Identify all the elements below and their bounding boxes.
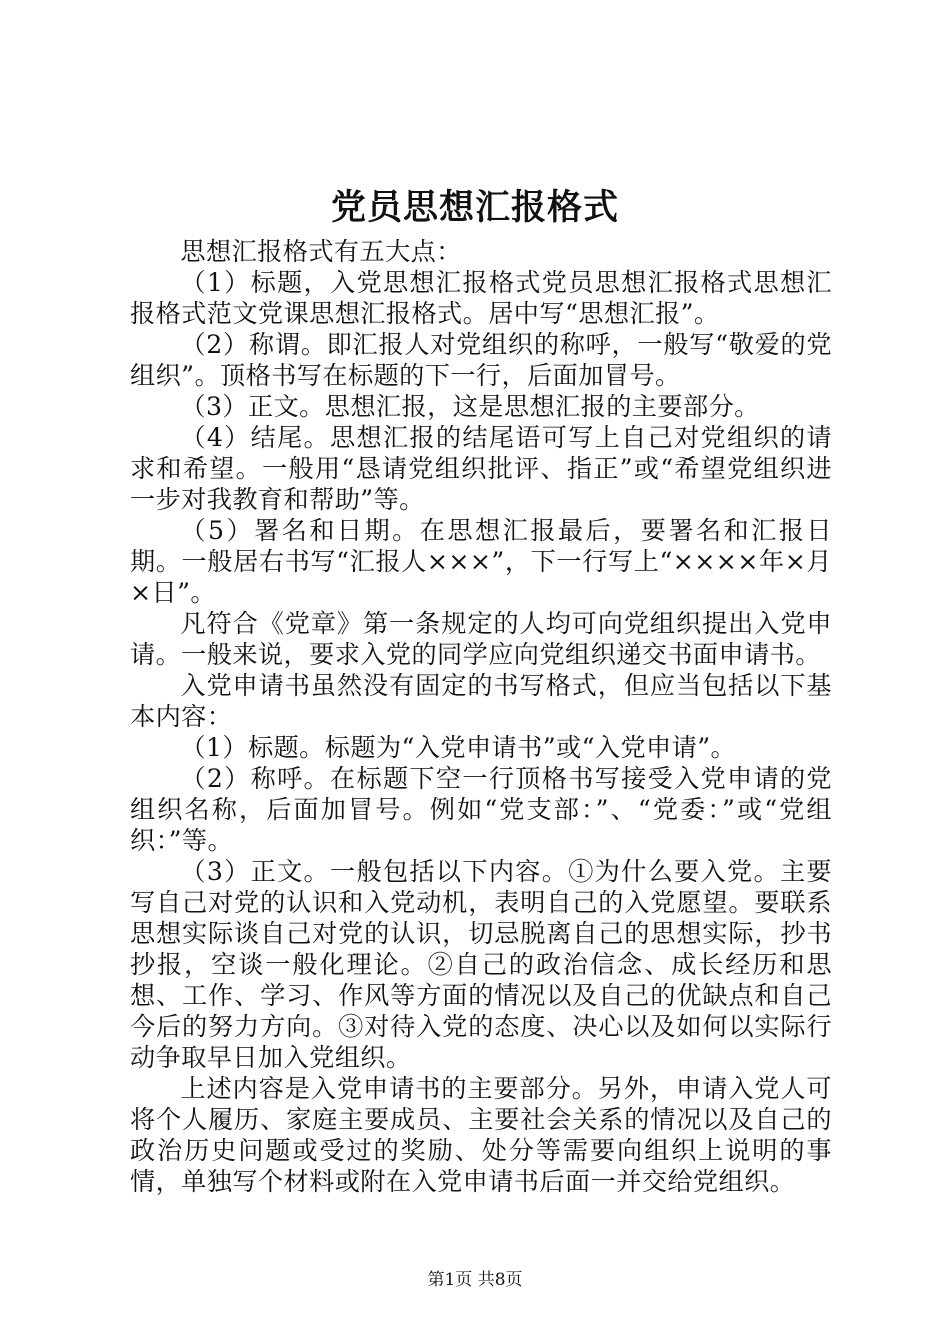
paragraph: （2）称呼。在标题下空一行顶格书写接受入党申请的党组织名称，后面加冒号。例如“党支部：”、“党委：”或“党组织：”等。 <box>130 764 832 855</box>
paragraph: （4）结尾。思想汇报的结尾语可写上自己对党组织的请求和希望。一般用“恳请党组织批评、指正”或“希望党组织进一步对我教育和帮助”等。 <box>130 423 832 514</box>
page-footer: 第1页 共8页 <box>427 1270 523 1290</box>
paragraph: （2）称谓。即汇报人对党组织的称呼，一般写“敬爱的党组织”。顶格书写在标题的下一行，后面加冒号。 <box>130 330 832 390</box>
paragraph: （1）标题，入党思想汇报格式党员思想汇报格式思想汇报格式范文党课思想汇报格式。居中写“思想汇报”。 <box>130 268 832 328</box>
paragraph: （3）正文。一般包括以下内容。①为什么要入党。主要写自己对党的认识和入党动机，表明自己的入党愿望。要联系思想实际谈自己对党的认识，切忌脱离自己的思想实际，抄书抄报，空谈一般化理论。②自己的政治信念、成长经历和思想、工作、学习、作风等方面的情况以及自己的优缺点和自己今后的努力方向。③对待入党的态度、决心以及如何以实际行动争取早日加入党组织。 <box>130 857 832 1072</box>
paragraph: （3）正文。思想汇报，这是思想汇报的主要部分。 <box>180 392 760 421</box>
paragraph: 入党申请书虽然没有固定的书写格式，但应当包括以下基本内容： <box>130 671 832 731</box>
paragraph: 凡符合《党章》第一条规定的人均可向党组织提出入党申请。一般来说，要求入党的同学应向党组织递交书面申请书。 <box>130 609 832 669</box>
document-body <box>130 236 832 1197</box>
paragraph: 上述内容是入党申请书的主要部分。另外，申请入党人可将个人履历、家庭主要成员、主要社会关系的情况以及自己的政治历史问题或受过的奖励、处分等需要向组织上说明的事情，单独写个材料或附在入党申请书后面一并交给党组织。 <box>130 1074 832 1196</box>
document-title: 党员思想汇报格式 <box>330 187 619 228</box>
paragraph: 思想汇报格式有五大点： <box>180 237 462 266</box>
paragraph: （5）署名和日期。在思想汇报最后，要署名和汇报日期。一般居右书写“汇报人×××”，下一行写上“××××年×月×日”。 <box>130 516 832 607</box>
paragraph: （1）标题。标题为“入党申请书”或“入党申请”。 <box>180 733 737 762</box>
